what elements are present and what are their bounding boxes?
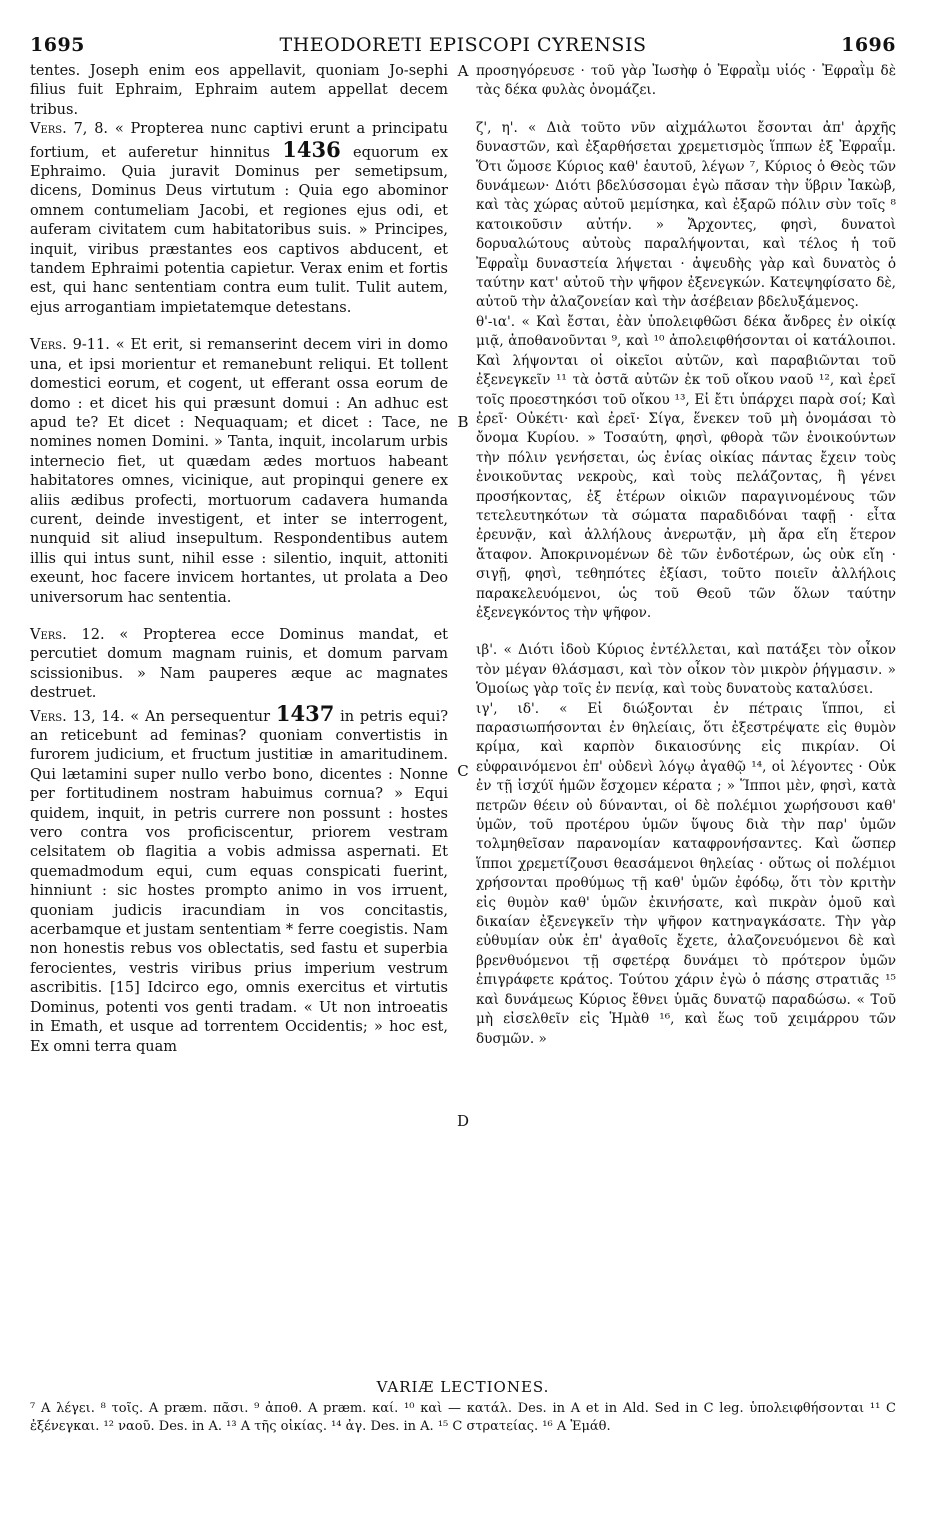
latin-paragraph-5 bbox=[30, 700, 449, 1057]
margin-marker-a: A bbox=[457, 62, 469, 80]
latin-text: « Propterea ecce Dominus mandat, et percutiet domum magnam ruinis, et domum parvam scissionibus. » Nam pauperes æque ac magnates destruet. bbox=[30, 626, 449, 702]
latin-text: in petris equi? an reticebunt ad feminas? quoniam convertistis in furorem judicium, et fructum justitiæ in amaritudinem. Qui lætamini super nullo verbo bono, dicentes : Nonne per fortitudinem nostram habuimus cornua? » Equi quidem, inquit, in petris currere non possunt : hostes vero contra vos proficiscentur, priorem vestram celsitatem ob flagitia a vobis admissa aspernati. Et quemadmodum equi, cum equas conspicati fuerint, hinniunt : sic hostes prompto animo in vos irruent, quoniam judicis iracundiam in vos concitastis, acerbamque et justam sententiam * ferre coegistis. Nam non honestis rebus vos oblectatis, sed fastu et superbia ferocientes, vestris viribus prius imperium vestrum ascribitis. [15] Idcirco ego, omnis exercitus et virtutis Dominus, potenti vos genti tradam. « Ut non introeatis in Emath, et usque ad torrentem Occidentis; » hoc est, Ex omni terra quam bbox=[30, 708, 449, 1055]
latin-text: « Et erit, si remanserint decem viri in domo una, et ipsi morientur et remanebunt reliqui. Et tollent domestici eorum, et cogent, ut efferant ossa eorum de domo : et dicet his qui præsunt domui : An adhuc est apud te? Et dicet : Nequaquam; et dicet : Tace, ne nomines nomen Domini. » Tanta, inquit, incolarum urbis internecio fiet, ut quædam ædes mortuos habeant habitatores omnes, vicinique, aut propinqui genere ex aliis ædibus profecti, mortuorum cadavera humanda curent, deinde investigent, et inter se interrogent, nunquid sit aliud insepultum. Respondentibus autem illis qui intus sunt, nihil esse : silentio, inquit, attoniti exeunt, hoc facere invicem hortantes, ut prolata a Deo universorum hac sententia. bbox=[30, 337, 448, 606]
greek-paragraph-2: ζ', η'. « Διὰ τοῦτο νῦν αἰχμάλωτοι ἔσονται ἀπ' ἀρχῆς δυναστῶν, καὶ ἐξαρθήσεται χρεμετισμὸς ἵππων ἐξ Ἐφραΐμ. Ὅτι ὤμοσε Κύριος καθ' ἑαυτοῦ, λέγων ⁷, Κύριος ὁ Θεὸς τῶν δυνάμεων· Διότι βδελύσσομαι ἐγὼ πᾶσαν τὴν ὕβριν Ἰακὼβ, καὶ τὰς χώρας αὐτοῦ μεμίσηκα, καὶ ἐξαρῶ πόλιν σὺν τοῖς ⁸ κατοικοῦσιν αὐτήν. » Ἄρχοντες, φησὶ, δυνατοὶ δορυαλώτους αὐτοὺς παραλήψονται, καὶ τέλος ἡ τοῦ Ἐφραῒμ δυναστεία λήψεται · ἀψευδὴς γὰρ καὶ δυνατὸς ὁ ταύτην κατ' αὐτοῦ τὴν ψῆφον ἐξενεγκών. Κατεψηφίσατο δὲ, αὐτοῦ τὴν ἀλαζονείαν καὶ τὴν ἀσέβειαν βδελυξάμενος. bbox=[476, 119, 896, 311]
page-number-left: 1695 bbox=[30, 34, 85, 56]
variae-lectiones-title: VARIÆ LECTIONES. bbox=[376, 1378, 550, 1396]
greek-paragraph-5: ιγ', ιδ'. « Εἰ διώξονται ἐν πέτραις ἵπποι, εἰ παρασιωπήσονται ἐν θηλείαις, ὅτι ἐξεστρέψατε εἰς θυμὸν κρίμα, καὶ καρπὸν δικαιοσύνης εἰς πικρίαν. Οἱ εὐφραινόμενοι ἐπ' οὐδενὶ λόγῳ ἀγαθῷ ¹⁴, οἱ λέγοντες · Οὐκ ἐν τῇ ἰσχύϊ ἡμῶν ἔσχομεν κέρατα ; » Ἵπποι μὲν, φησὶ, κατὰ πετρῶν θέειν οὐ δύνανται, οἱ δὲ πολέμιοι χωρήσουσι καθ' ὑμῶν, τοῦ προτέρου ὑμῶν ὕψους διὰ τὴν παρ' ὑμῶν τολμηθεῖσαν παρανομίαν καταφρονήσαντες. Καὶ ὥσπερ ἵπποι χρεμετίζουσι θεασάμενοι θηλείας · οὕτως οἱ πολέμιοι χρήσονται προθύμως τῇ καθ' ὑμῶν ἐφόδῳ, ὅτι τὸν κριτὴν εἰς θυμὸν καθ' ὑμῶν ἐκινήσατε, καὶ πικρὰν ὁμοῦ καὶ δικαίαν ἐξενεγκεῖν τὴν ψῆφον κατηναγκάσατε. Τὴν γὰρ εὐθυμίαν οὐκ ἐπ' ἀγαθοῖς ἔχετε, ἀλαζονευόμενοι δὲ καὶ βρενθυόμενοι τῇ σφετέρᾳ δυνάμει τὸ πρότερον ὑμῶν ἐπιγράφετε κράτος. Τούτου χάριν ἐγὼ ὁ πάσης στρατιᾶς ¹⁵ καὶ δυνάμεως Κύριος ἔθνει ὑμᾶς δυνατῷ παραδώσω. « Τοῦ μὴ εἰσελθεῖν εἰς Ἡμὰθ ¹⁶, καὶ ἕως τοῦ χειμάρρου τῶν δυσμῶν. » bbox=[476, 700, 896, 1047]
latin-paragraph-3 bbox=[30, 336, 448, 608]
greek-paragraph-4: ιβ'. « Διότι ἰδοὺ Κύριος ἐντέλλεται, καὶ πατάξει τὸν οἶκον τὸν μέγαν θλάσμασι, καὶ τὸν οἶκον τὸν μικρὸν ῥήγμασιν. » Ὁμοίως γὰρ τοῖς ἐν πενίᾳ, καὶ τοὺς δυνατοὺς καταλύσει. bbox=[476, 642, 896, 698]
latin-paragraph-4 bbox=[30, 626, 448, 704]
verse-label: Vers. 9-11. bbox=[30, 337, 110, 354]
margin-marker-d: D bbox=[456, 1112, 470, 1130]
margin-marker-b: B bbox=[457, 413, 469, 431]
verse-label: Vers. 7, 8. bbox=[30, 121, 109, 138]
running-title: THEODORETI EPISCOPI CYRENSIS bbox=[279, 34, 647, 56]
column-number: 1437 bbox=[275, 700, 335, 726]
verse-label: Vers. 12. bbox=[30, 626, 105, 643]
latin-column bbox=[30, 62, 448, 1057]
variae-lectiones-notes: ⁷ A λέγει. ⁸ τοῖς. A præm. πᾶσι. ⁹ ἀποθ. A præm. καί. ¹⁰ καὶ — κατάλ. Des. in A et in Ald. Sed in C leg. ὑπολειφθήσονται ¹¹ C ἐξένεγκαι. ¹² ναοῦ. Des. in A. ¹³ A τῆς οἰκίας. ¹⁴ ἀγ. Des. in A. ¹⁵ C στρατείας. ¹⁶ A Ἐμάθ. bbox=[30, 1401, 896, 1434]
greek-paragraph-1: προσηγόρευσε · τοῦ γὰρ Ἰωσὴφ ὁ Ἐφραῒμ υἱός · Ἐφραῒμ δὲ τὰς δέκα φυλὰς ὀνομάζει. bbox=[476, 63, 896, 99]
latin-text: « An persequentur bbox=[130, 708, 271, 725]
margin-marker-c: C bbox=[457, 762, 469, 780]
latin-text: equorum ex Ephraimo. Quia juravit Dominus per semetipsum, dicens, Dominus Deus virtutum : Quia ego abominor omnem contumeliam Jacobi, et regiones ejus odi, et auferam civitatem cum habitatoribus suis. » Principes, inquit, viribus præstantes eos captivos abducent, et tandem Ephraimi potentia capietur. Verax enim et fortis est, qui hanc sententiam contra eum tulit. Tulit autem, ejus arrogantiam impietatemque detestans. bbox=[30, 144, 448, 316]
latin-paragraph-1: tentes. Joseph enim eos appellavit, quoniam Jo-sephi filius fuit Ephraim, Ephraim autem appellat decem tribus. bbox=[30, 63, 448, 118]
latin-text: « Propterea nunc captivi erunt a principatu fortium, et auferetur hinnitus bbox=[30, 121, 448, 161]
greek-paragraph-3: θ'-ια'. « Καὶ ἔσται, ἐὰν ὑπολειφθῶσι δέκα ἄνδρες ἐν οἰκίᾳ μιᾷ, ἀποθανοῦνται ⁹, καὶ ¹⁰ ἀπολειφθήσονται οἱ κατάλοιποι. Καὶ λήψονται οἱ οἰκεῖοι αὐτῶν, καὶ παραβιῶνται τοῦ ἐξενεγκεῖν ¹¹ τὰ ὀστᾶ αὐτῶν ἐκ τοῦ οἴκου ναοῦ ¹², καὶ ἐρεῖ τοῖς προεστηκόσι τοῦ οἴκου ¹³, Εἰ ἔτι ὑπάρχει παρὰ σοί; Καὶ ἐρεῖ· Οὐκέτι· καὶ ἐρεῖ· Σίγα, ἕνεκεν τοῦ μὴ ὀνομάσαι τὸ ὄνομα Κυρίου. » Τοσαύτη, φησὶ, φθορὰ τῶν ἐνοικούντων τὴν πόλιν γενήσεται, ὡς ἐνίας οἰκίας πάντας ἔχειν τοὺς ἐνοικοῦντας νεκροὺς, καὶ τοὺς πελάζοντας, ἢ γένει προσήκοντας, ἐξ ἑτέρων οἰκιῶν παραγινομένους τῶν τετελευτηκότων τὰ σώματα παραδιδόναι ταφῇ · εἶτα ἐρευνᾷν, καὶ ἀλλήλους ἀνερωτᾷν, μὴ ἄρα εἴη ἕτερον ἄταφον. Ἀποκρινομένων δὲ τῶν ἐνδοτέρων, ὡς οὐκ εἴη · σιγῇ, φησὶ, τεθηπότες ἐξίασι, τοῦτο ποιεῖν ἀλλήλοις παρακελευόμενοι, ὡς τοῦ Θεοῦ τῶν ὅλων ταύτην ἐξενεγκόντος τὴν ψῆφον. bbox=[476, 313, 896, 621]
greek-column bbox=[476, 62, 896, 1049]
page-header bbox=[30, 34, 896, 58]
page-number-right: 1696 bbox=[841, 34, 896, 56]
verse-label: Vers. 13, 14. bbox=[30, 708, 125, 725]
column-number: 1436 bbox=[282, 136, 341, 162]
latin-paragraph-2 bbox=[30, 120, 448, 318]
